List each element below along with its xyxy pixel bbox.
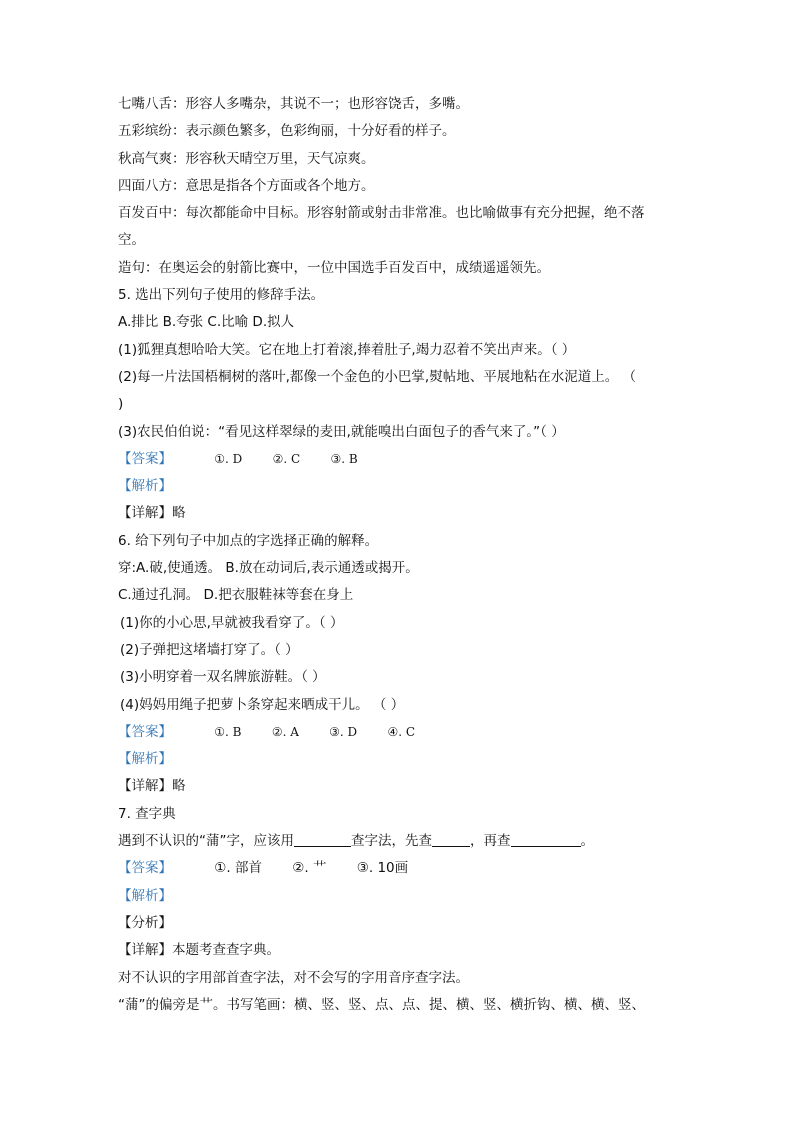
question-item: (1)你的小心思,早就被我看穿了。（ ） xyxy=(120,614,344,631)
q7-text: 遇到不认识的“蒲”字，应该用 xyxy=(118,833,294,850)
idiom-line: 百发百中：每次都能命中目标。形容射箭或射击非常准。也比喻做事有充分把握，绝不落 xyxy=(118,205,645,222)
idiom-line: 七嘴八舌：形容人多嘴杂，其说不一；也形容饶舌，多嘴。 xyxy=(118,96,469,112)
answer-blank[interactable] xyxy=(432,832,470,847)
question-item: (3)小明穿着一双名牌旅游鞋。（ ） xyxy=(120,669,326,686)
q7-text: 查字法，先查 xyxy=(351,833,432,850)
answer-line xyxy=(118,446,688,473)
question-6-title: 6. 给下列句子中加点的字选择正确的解释。 xyxy=(118,532,379,549)
explanation-line: 对不认识的字用部首查字法，对不会写的字用音序查字法。 xyxy=(118,969,469,986)
idiom-line: 四面八方：意思是指各个方面或各个地方。 xyxy=(118,177,375,194)
answer-blank[interactable] xyxy=(511,832,581,847)
answer-line xyxy=(118,855,688,882)
idiom-line: 秋高气爽：形容秋天晴空万里，天气凉爽。 xyxy=(118,150,375,167)
question-7-text xyxy=(118,828,688,855)
answer-label: 【答案】 xyxy=(118,450,172,467)
answer-blank[interactable] xyxy=(294,832,351,847)
answer: ②. C xyxy=(272,451,301,466)
answer: ②. A xyxy=(271,724,299,739)
q7-text: ，再查 xyxy=(470,833,511,850)
answer: ①. B xyxy=(214,724,242,739)
question-item: (1)狐狸真想哈哈大笑。它在地上打着滚,捧着肚子,竭力忍着不笑出声来。（ ） xyxy=(118,341,576,358)
question-item: ) xyxy=(118,396,124,413)
fenxi-label: 【分析】 xyxy=(118,914,172,931)
analysis-label: 【解析】 xyxy=(118,478,172,495)
answer-label: 【答案】 xyxy=(118,723,172,740)
analysis-label: 【解析】 xyxy=(118,751,172,768)
answer: ②. 艹 xyxy=(292,860,327,877)
document-page xyxy=(118,91,688,1019)
answer: ③. D xyxy=(329,724,358,739)
answer: ③. 10画 xyxy=(356,860,409,877)
question-6-options: 穿:A.破,使通透。 B.放在动词后,表示通透或揭开。 xyxy=(118,560,419,577)
example-sentence: 造句：在奥运会的射箭比赛中，一位中国选手百发百中，成绩遥遥领先。 xyxy=(118,259,550,276)
q7-text: 。 xyxy=(580,833,594,850)
question-5-title: 5. 选出下列句子使用的修辞手法。 xyxy=(118,287,325,304)
answer: ④. C xyxy=(387,724,416,739)
detail: 【详解】本题考查查字典。 xyxy=(118,942,280,959)
question-item: (3)农民伯伯说：“看见这样翠绿的麦田,就能嗅出白面包子的香气来了。”（ ） xyxy=(118,423,565,440)
idiom-line: 空。 xyxy=(118,232,145,249)
analysis-label: 【解析】 xyxy=(118,887,172,904)
question-7-title: 7. 查字典 xyxy=(118,805,176,822)
question-item: (2)每一片法国梧桐树的落叶,都像一个金色的小巴掌,熨帖地、平展地粘在水泥道上。 （ xyxy=(118,368,636,385)
question-item: (4)妈妈用绳子把萝卜条穿起来晒成干儿。 （ ） xyxy=(120,696,405,713)
idiom-line: 五彩缤纷：表示颜色繁多，色彩绚丽，十分好看的样子。 xyxy=(118,123,456,140)
detail: 【详解】略 xyxy=(118,778,186,795)
answer-label: 【答案】 xyxy=(118,860,172,877)
detail: 【详解】略 xyxy=(118,505,186,522)
answer: ①. D xyxy=(214,451,243,466)
answer: ③. B xyxy=(330,451,358,466)
explanation-line: “蒲”的偏旁是艹。书写笔画：横、竖、竖、点、点、提、横、竖、横折钩、横、横、竖、 xyxy=(118,996,645,1013)
question-item: (2)子弹把这堵墙打穿了。（ ） xyxy=(120,641,299,658)
question-5-options: A.排比 B.夸张 C.比喻 D.拟人 xyxy=(118,314,295,331)
answer: ①. 部首 xyxy=(214,860,262,877)
question-6-options: C.通过孔洞。 D.把衣服鞋袜等套在身上 xyxy=(118,587,354,604)
answer-line xyxy=(118,719,688,746)
